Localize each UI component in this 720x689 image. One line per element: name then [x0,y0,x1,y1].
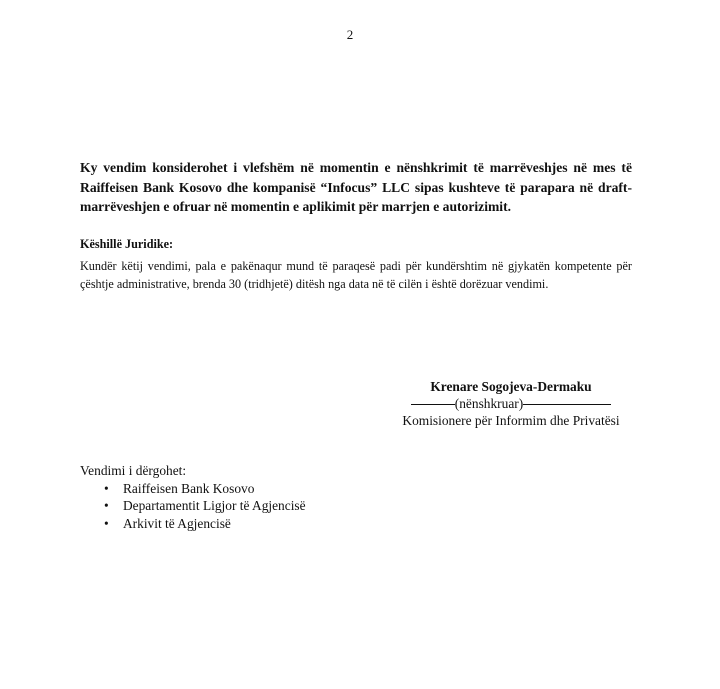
recipients-intro: Vendimi i dërgohet: [80,463,187,478]
legal-advice-text: Kundër këtij vendimi, pala e pakënaqur mund të paraqesë padi për kundërshtim në gjykatën kompetente për çështje administrative, brenda 30 (tridhjetë) ditësh nga data në të cilën i është dorëzuar vendimi. [80,259,632,291]
recipient-label: Departamentit Ligjor të Agjencisë [123,498,306,513]
list-item [80,480,306,498]
signature-underline-right [523,404,611,405]
signature-underline-left [411,404,455,405]
recipients-list [80,480,306,533]
signed-label: (nënshkruar) [454,396,524,411]
decision-paragraph: Ky vendim konsiderohet i vlefshëm në momentin e nënshkrimit të marrëveshjes në mes të Raiffeisen Bank Kosovo dhe kompanisë “Infocus” LLC sipas kushteve të parapara në draft-marrëveshjen e ofruar në momentin e aplikimit për marrjen e autorizimit. [80,160,632,214]
list-item [80,515,306,533]
signatory-title: Komisionere për Informim dhe Privatësi [402,413,620,428]
bullet-icon: • [104,498,109,513]
recipient-label: Raiffeisen Bank Kosovo [123,480,255,496]
signature-block [380,378,642,429]
recipient-label: Arkivit të Agjencisë [123,515,231,531]
signature-line [380,395,642,412]
page-number: 2 [346,27,354,42]
bullet-icon: • [104,515,109,531]
list-item [80,497,306,515]
legal-advice-heading: Këshillë Juridike: [80,237,174,251]
bullet-icon: • [104,480,109,496]
recipients-block [80,462,306,532]
signatory-name: Krenare Sogojeva-Dermaku [430,379,592,394]
